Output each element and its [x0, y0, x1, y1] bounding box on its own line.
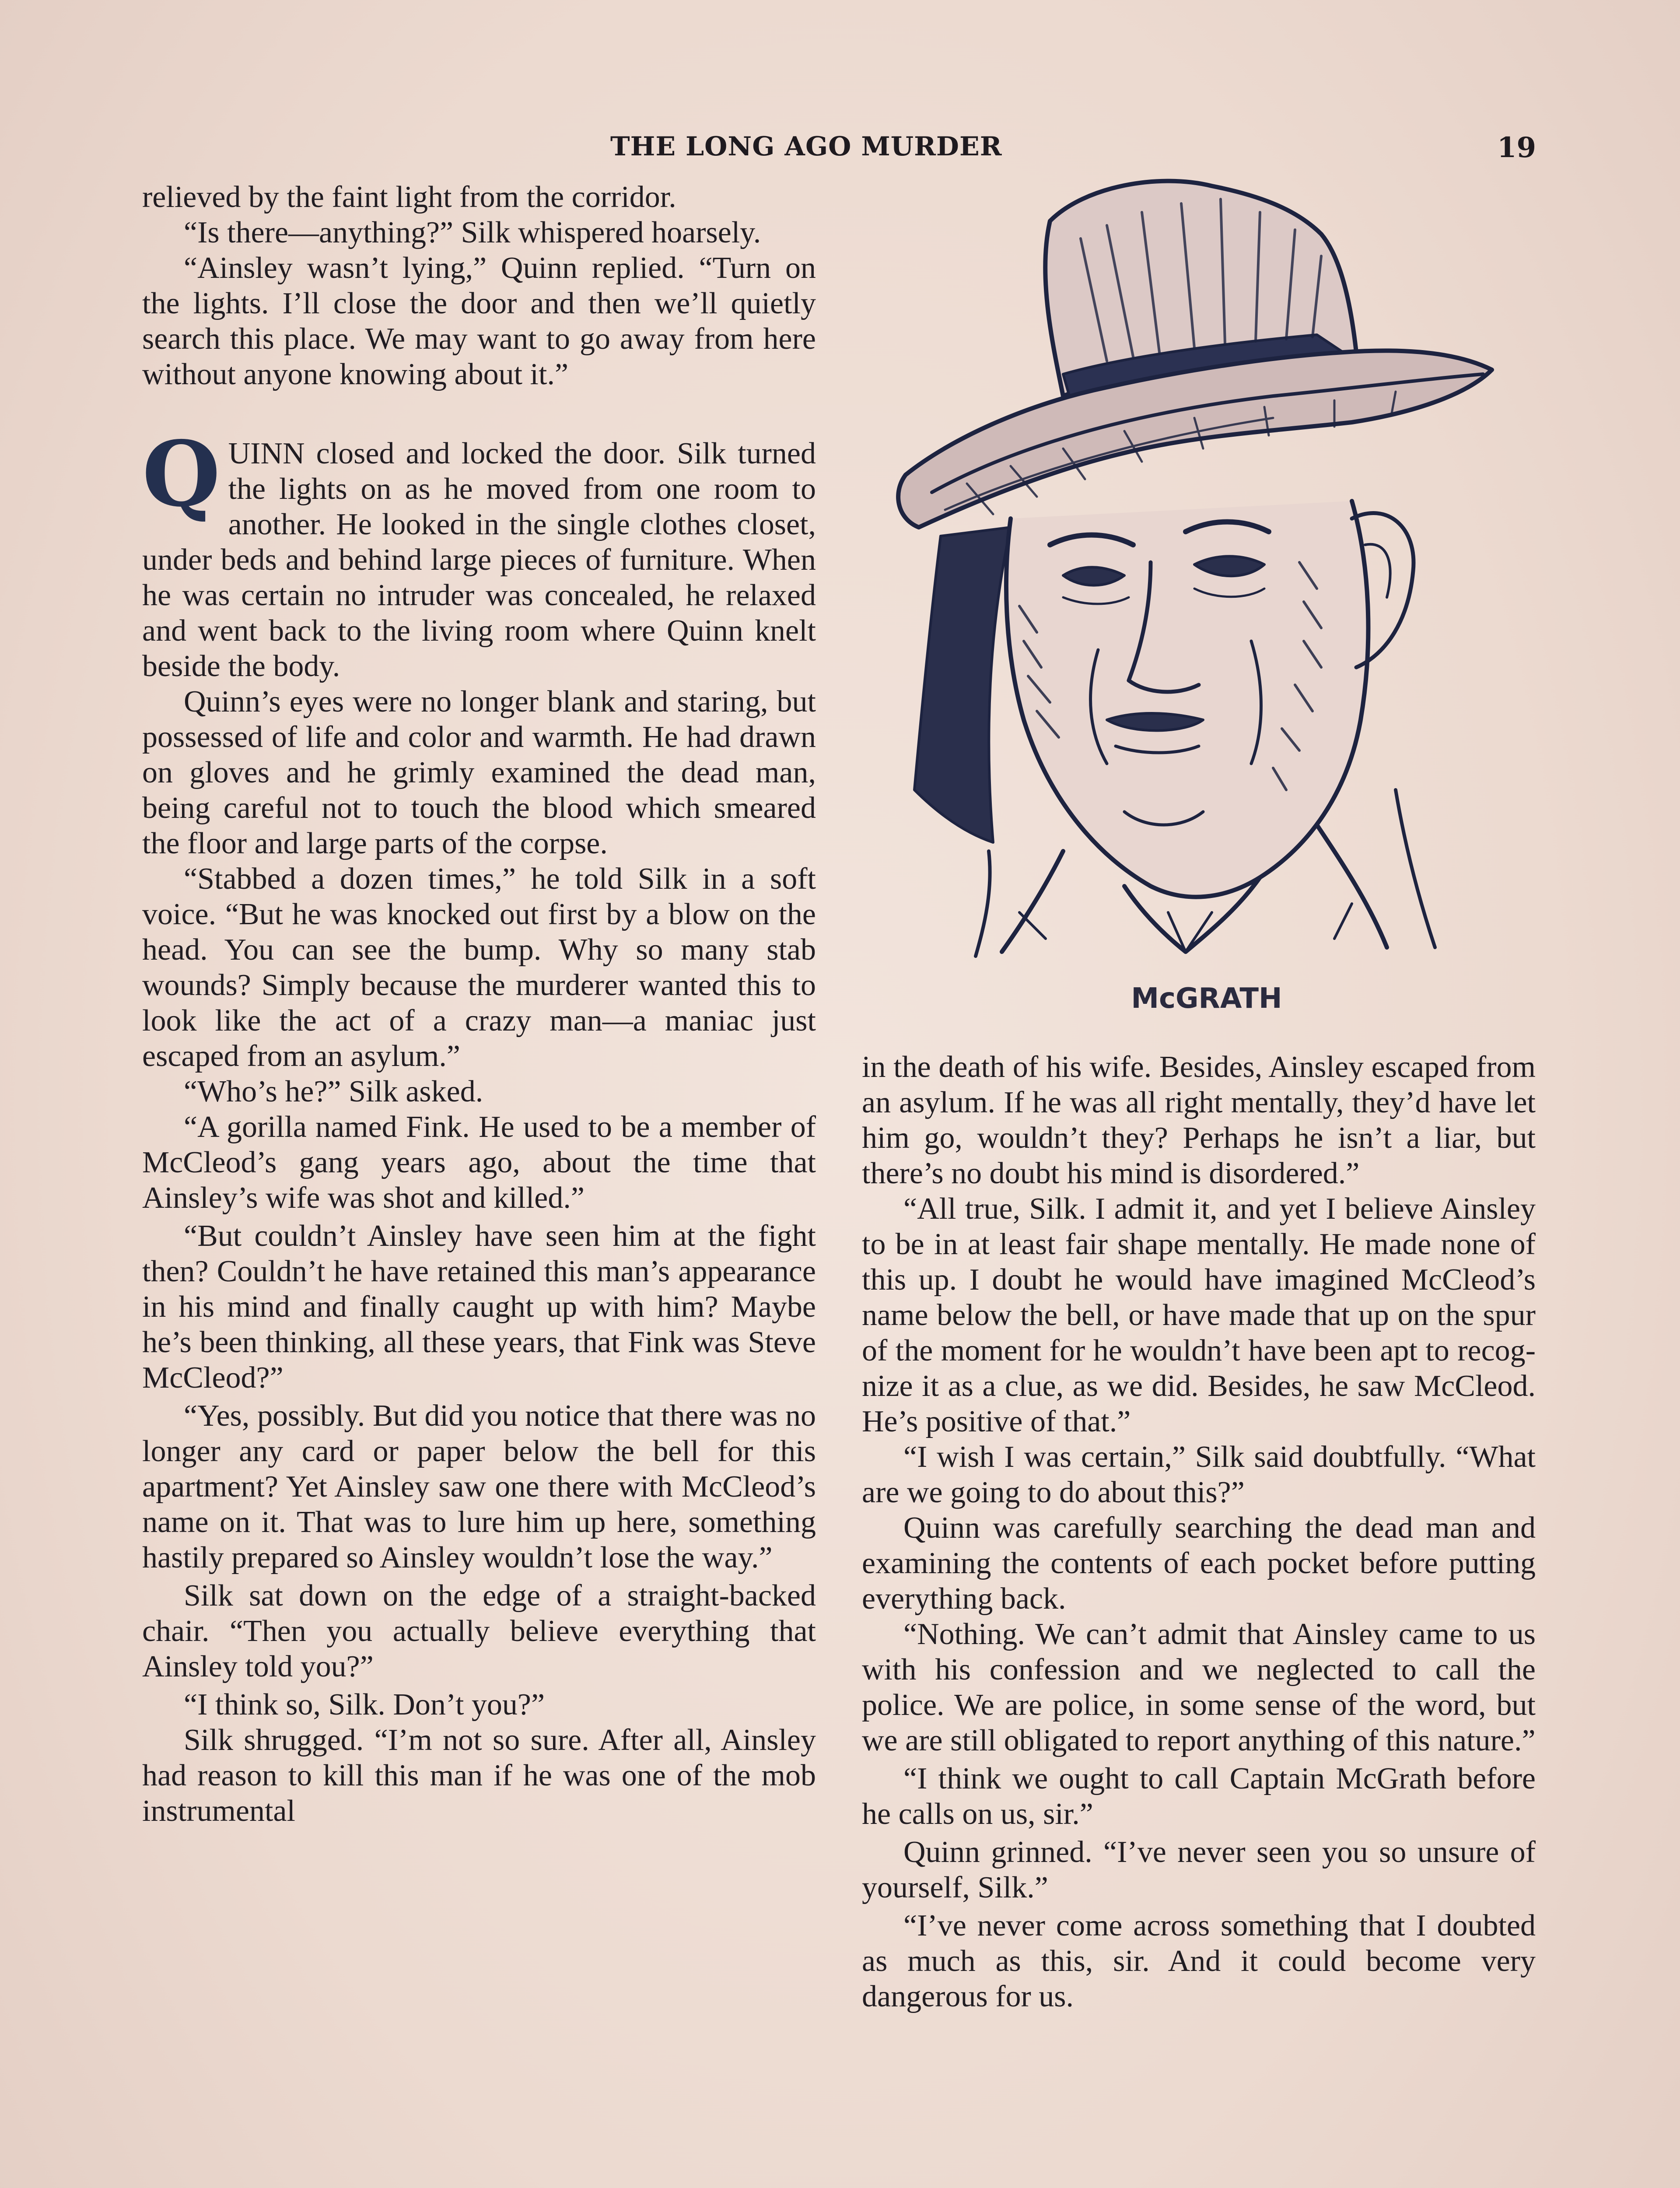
paragraph: “Ainsley wasn’t lying,” Quinn replied. “Turn on the lights. I’ll close the door and then we’ll quietly search this place. We may want to go away from here without anyone knowing about it.”: [142, 251, 816, 391]
right-column: [862, 1049, 1536, 2014]
paragraph: Quinn’s eyes were no longer blank and staring, but possessed of life and color and warmth. He had drawn on gloves and he grimly examined the dead man, being careful not to touch the blood which smeared the floor and large parts of the corpse.: [142, 685, 816, 860]
paragraph: “Stabbed a dozen times,” he told Silk in a soft voice. “But he was knocked out first by a blow on the head. You can see the bump. Why so many stab wounds? Simply because the murderer wanted this to look like the act of a crazy man—a maniac just escaped from an asylum.”: [142, 862, 816, 1073]
page-number: 19: [1497, 131, 1536, 164]
dropcap-paragraph: [142, 422, 816, 684]
paragraph: “Is there—anything?” Silk whispered hoarsely.: [184, 216, 761, 249]
paragraph: “Nothing. We can’t admit that Ainsley came to us with his confession and we neglected to call the police. We are police, in some sense of the word, but we are still obligated to report anything of this nature.”: [862, 1617, 1536, 1757]
hat-brim: [898, 351, 1492, 527]
paragraph: Silk sat down on the edge of a straight-backed chair. “Then you actually believe everything that Ainsley told you?”: [142, 1579, 816, 1683]
paragraph: “All true, Silk. I admit it, and yet I believe Ainsley to be in at least fair shape mentally. He made none of this up. I doubt he would have imagined McCleod’s name below the bell, or have made that up on the spur of the moment for he wouldn’t have been apt to recognize it as a clue, as we did. Besides, he saw McCleod. He’s positive of that.”: [862, 1192, 1536, 1438]
face-outline: [1006, 501, 1368, 897]
illustration-caption: McGRATH: [1131, 982, 1282, 1015]
paragraph: in the death of his wife. Besides, Ainsley escaped from an asylum. If he was all right mentally, they’d have let him go, wouldn’t they? Perhaps he isn’t a liar, but there’s no doubt his mind is disordered.”: [862, 1050, 1536, 1190]
paragraph: Silk shrugged. “I’m not so sure. After all, Ainsley had reason to kill this man if he was one of the mob instrumental: [142, 1723, 816, 1828]
drop-cap: Q: [142, 422, 220, 527]
paragraph: “Yes, possibly. But did you notice that there was no longer any card or paper below the bell for this apartment? Yet Ainsley saw one there with McCleod’s name on it. That was to lure him up here, something hastily prepared so Ainsley wouldn’t lose the way.”: [142, 1399, 816, 1574]
paragraph: Quinn grinned. “I’ve never seen you so unsure of yourself, Silk.”: [862, 1835, 1536, 1904]
running-title: THE LONG AGO MURDER: [610, 131, 1002, 162]
paragraph: “I think so, Silk. Don’t you?”: [184, 1688, 545, 1722]
paragraph: “I’ve never come across something that I doubted as much as this, sir. And it could become very dangerous for us.: [862, 1909, 1536, 2013]
paragraph: “Who’s he?” Silk asked.: [184, 1075, 483, 1108]
paragraph-text: UINN closed and locked the door. Silk turned the lights on as he moved from one room to another. He looked in the single clothes closet, under beds and behind large pieces of furniture. When he was certain no intruder was concealed, he relaxed and went back to the living room where Quinn knelt beside the body.: [142, 437, 816, 683]
left-column: [142, 179, 816, 1829]
paragraph: “I wish I was certain,” Silk said doubtfully. “What are we going to do about this?”: [862, 1440, 1536, 1509]
paragraph: “But couldn’t Ainsley have seen him at the fight then? Couldn’t he have retained this man’s appearance in his mind and finally caught up with him? Maybe he’s been thinking, all these years, that Fink was Steve McCleod?”: [142, 1219, 816, 1395]
mcgrath-portrait-illustration: [879, 168, 1536, 965]
paragraph: “A gorilla named Fink. He used to be a member of McCleod’s gang years ago, about the time that Ainsley’s wife was shot and killed.”: [142, 1110, 816, 1215]
paragraph: Quinn was carefully searching the dead man and examining the contents of each pocket before putting everything back.: [862, 1511, 1536, 1616]
paragraph: relieved by the faint light from the corridor.: [142, 180, 676, 214]
paragraph: “I think we ought to call Captain McGrath before he calls on us, sir.”: [862, 1762, 1536, 1831]
